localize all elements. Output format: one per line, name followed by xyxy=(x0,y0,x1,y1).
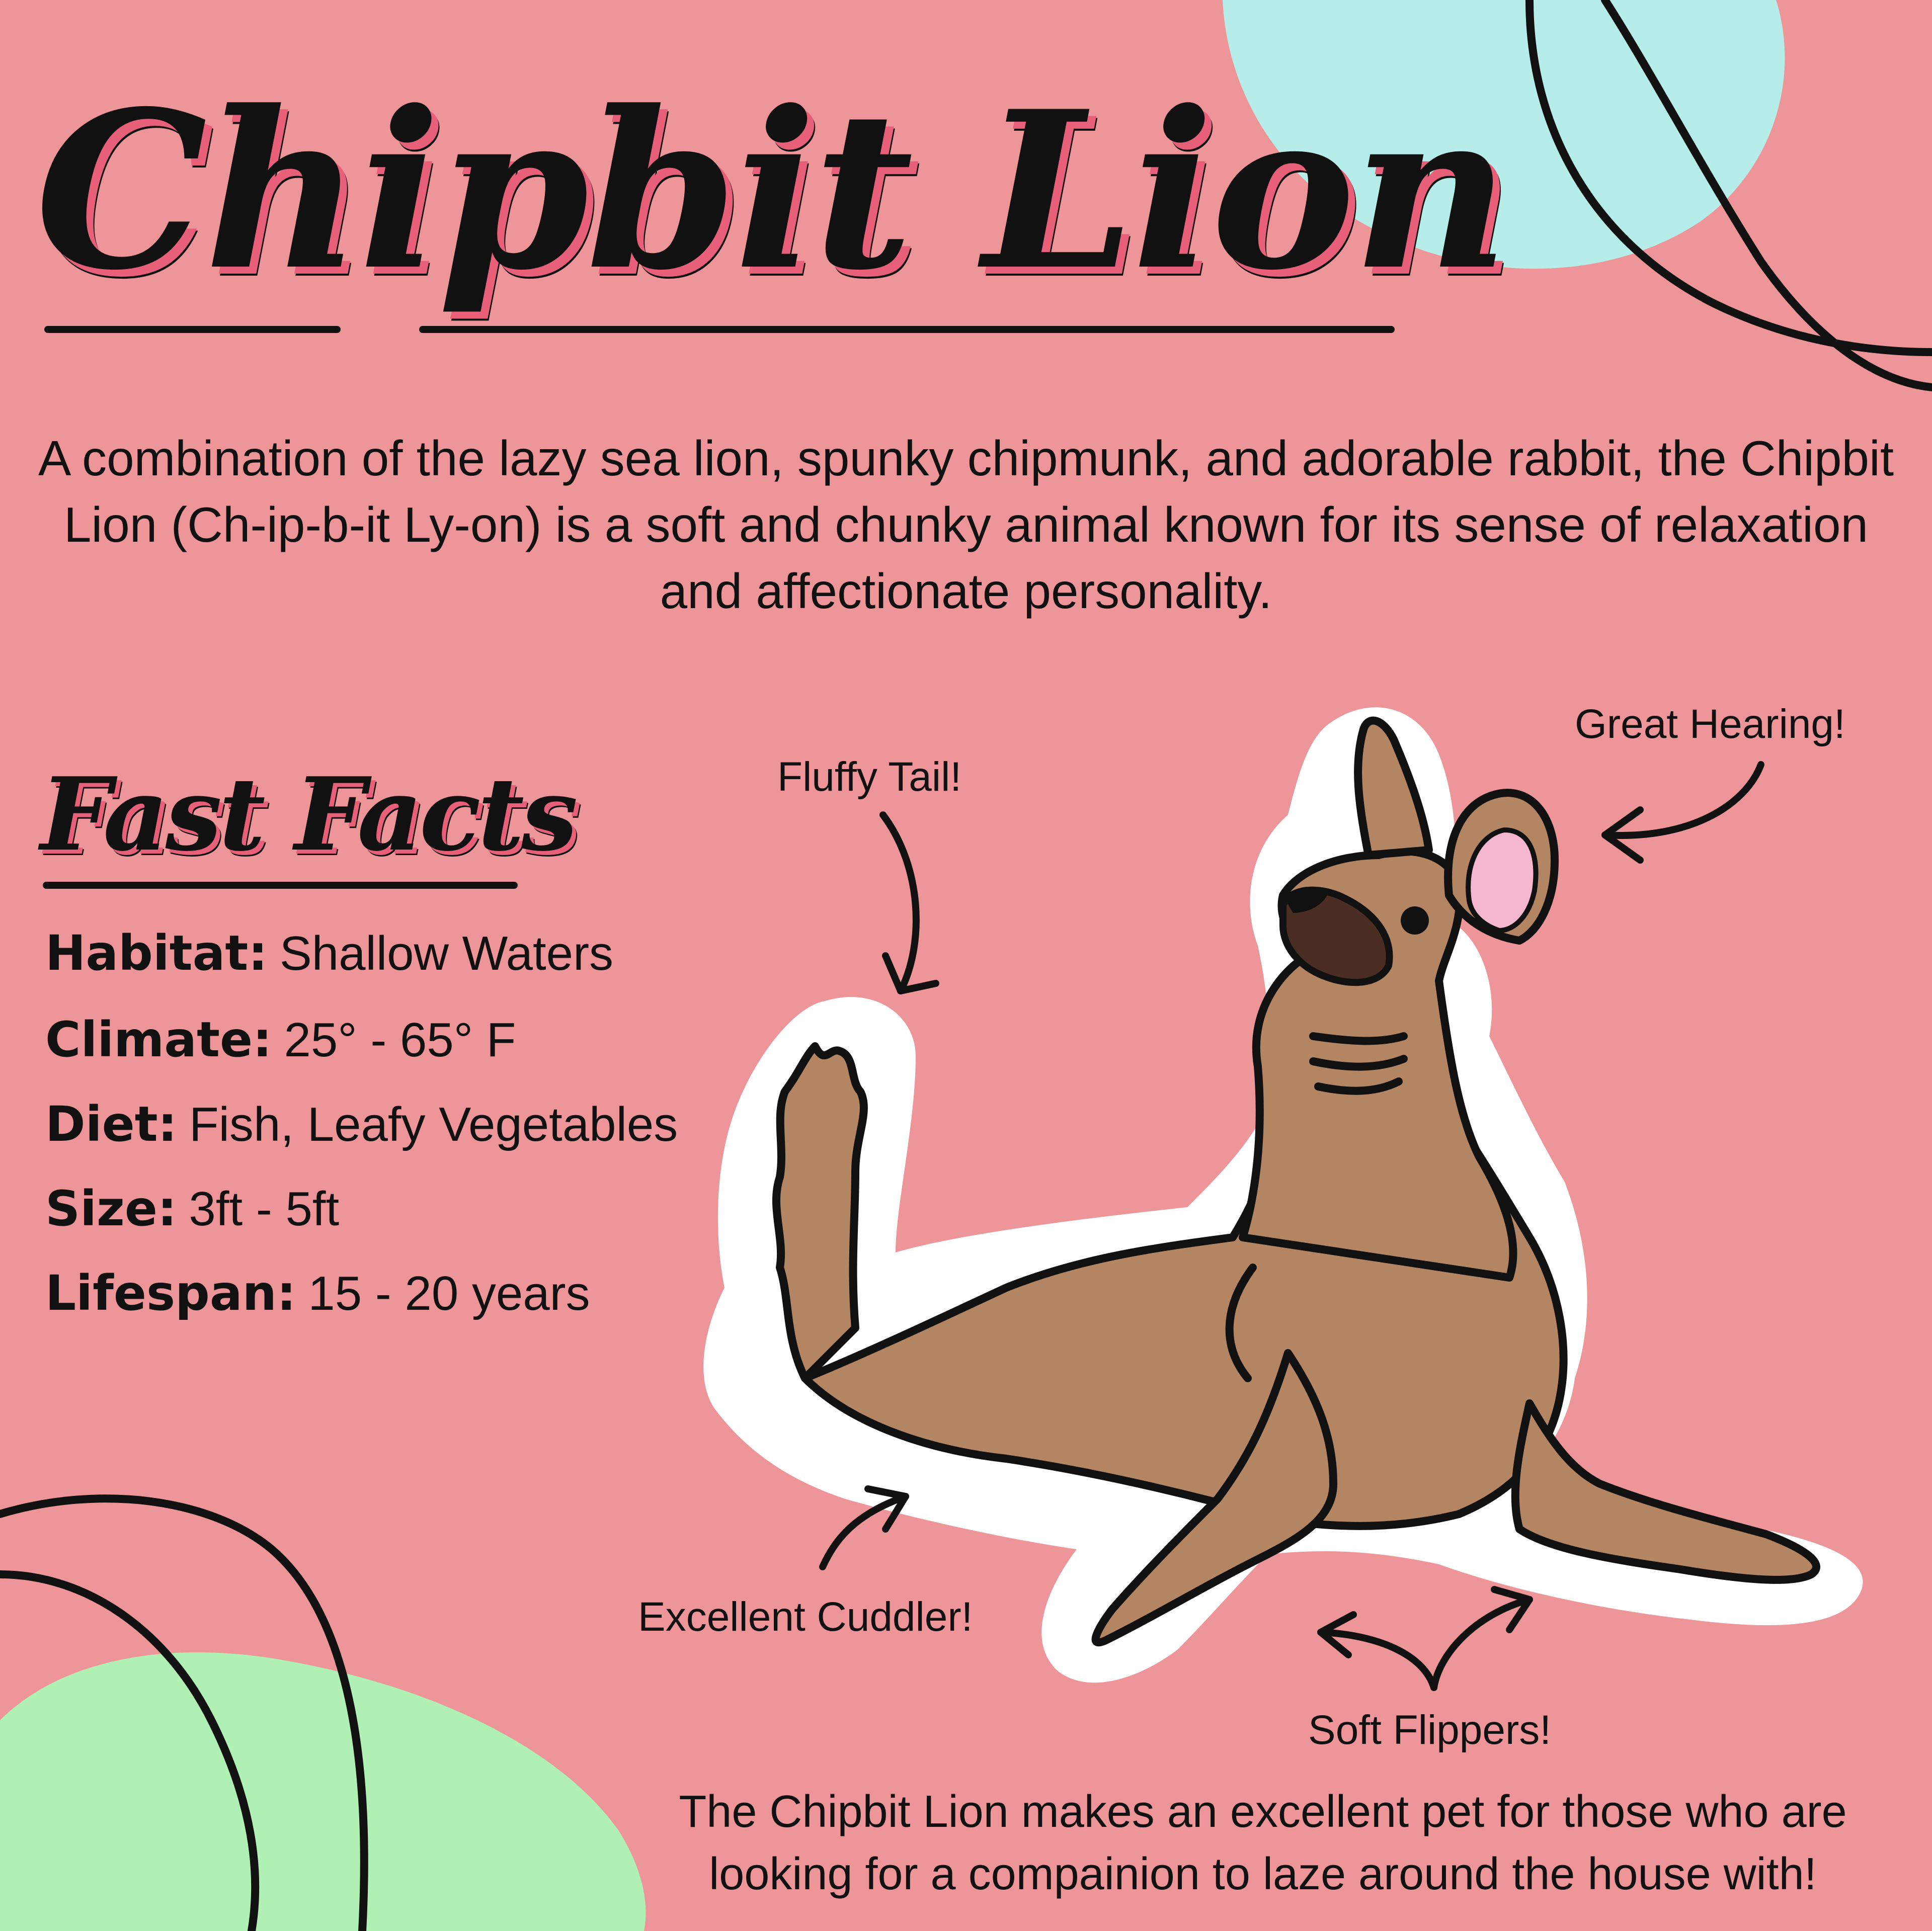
intro-paragraph: A combination of the lazy sea lion, spunky chipmunk, and adorable rabbit, the Chipbit Lion (Ch-ip-b-it Ly-on) is a soft and chunky animal known for its sense of relaxation and affectionate personality. xyxy=(38,431,1894,619)
fact-row-habitat xyxy=(45,915,750,991)
page-title: Chipbit Lion xyxy=(35,64,1507,318)
callout-fluffy-tail: Fluffy Tail! xyxy=(777,754,962,800)
fact-label: Habitat: xyxy=(45,925,268,981)
fact-value: Shallow Waters xyxy=(279,927,614,980)
callout-great-hearing: Great Hearing! xyxy=(1575,701,1845,747)
callout-excellent-cuddler: Excellent Cuddler! xyxy=(638,1594,973,1640)
fact-label: Climate: xyxy=(45,1012,272,1068)
green-blob-decor xyxy=(0,1652,646,1931)
fact-value: 3ft - 5ft xyxy=(189,1182,340,1236)
fact-label: Lifespan: xyxy=(45,1265,296,1321)
facts-heading: Fast Facts xyxy=(40,755,575,874)
fact-value: 15 - 20 years xyxy=(308,1267,590,1320)
fact-value: Fish, Leafy Vegetables xyxy=(189,1098,678,1151)
eye xyxy=(1401,906,1429,935)
fact-value: 25° - 65° F xyxy=(284,1013,516,1067)
tail xyxy=(776,1046,864,1378)
inner-ear xyxy=(1468,830,1536,931)
fact-row-climate xyxy=(45,1002,750,1077)
arrow-icon xyxy=(883,815,936,991)
fact-row-size xyxy=(45,1171,750,1246)
chipbit-lion-illustration xyxy=(703,707,1863,1683)
fact-row-diet xyxy=(45,1086,750,1162)
fact-label: Diet: xyxy=(45,1096,177,1152)
closing-paragraph: The Chipbit Lion makes an excellent pet for those who are looking for a compainion to laze around the house with! xyxy=(679,1787,1847,1899)
neck-fold xyxy=(1313,1036,1404,1041)
arrow-icon xyxy=(1605,765,1761,860)
callout-soft-flippers: Soft Flippers! xyxy=(1308,1707,1552,1753)
fact-row-lifespan xyxy=(45,1255,750,1331)
arrow-icon xyxy=(1321,1589,1530,1688)
fact-label: Size: xyxy=(45,1181,177,1237)
